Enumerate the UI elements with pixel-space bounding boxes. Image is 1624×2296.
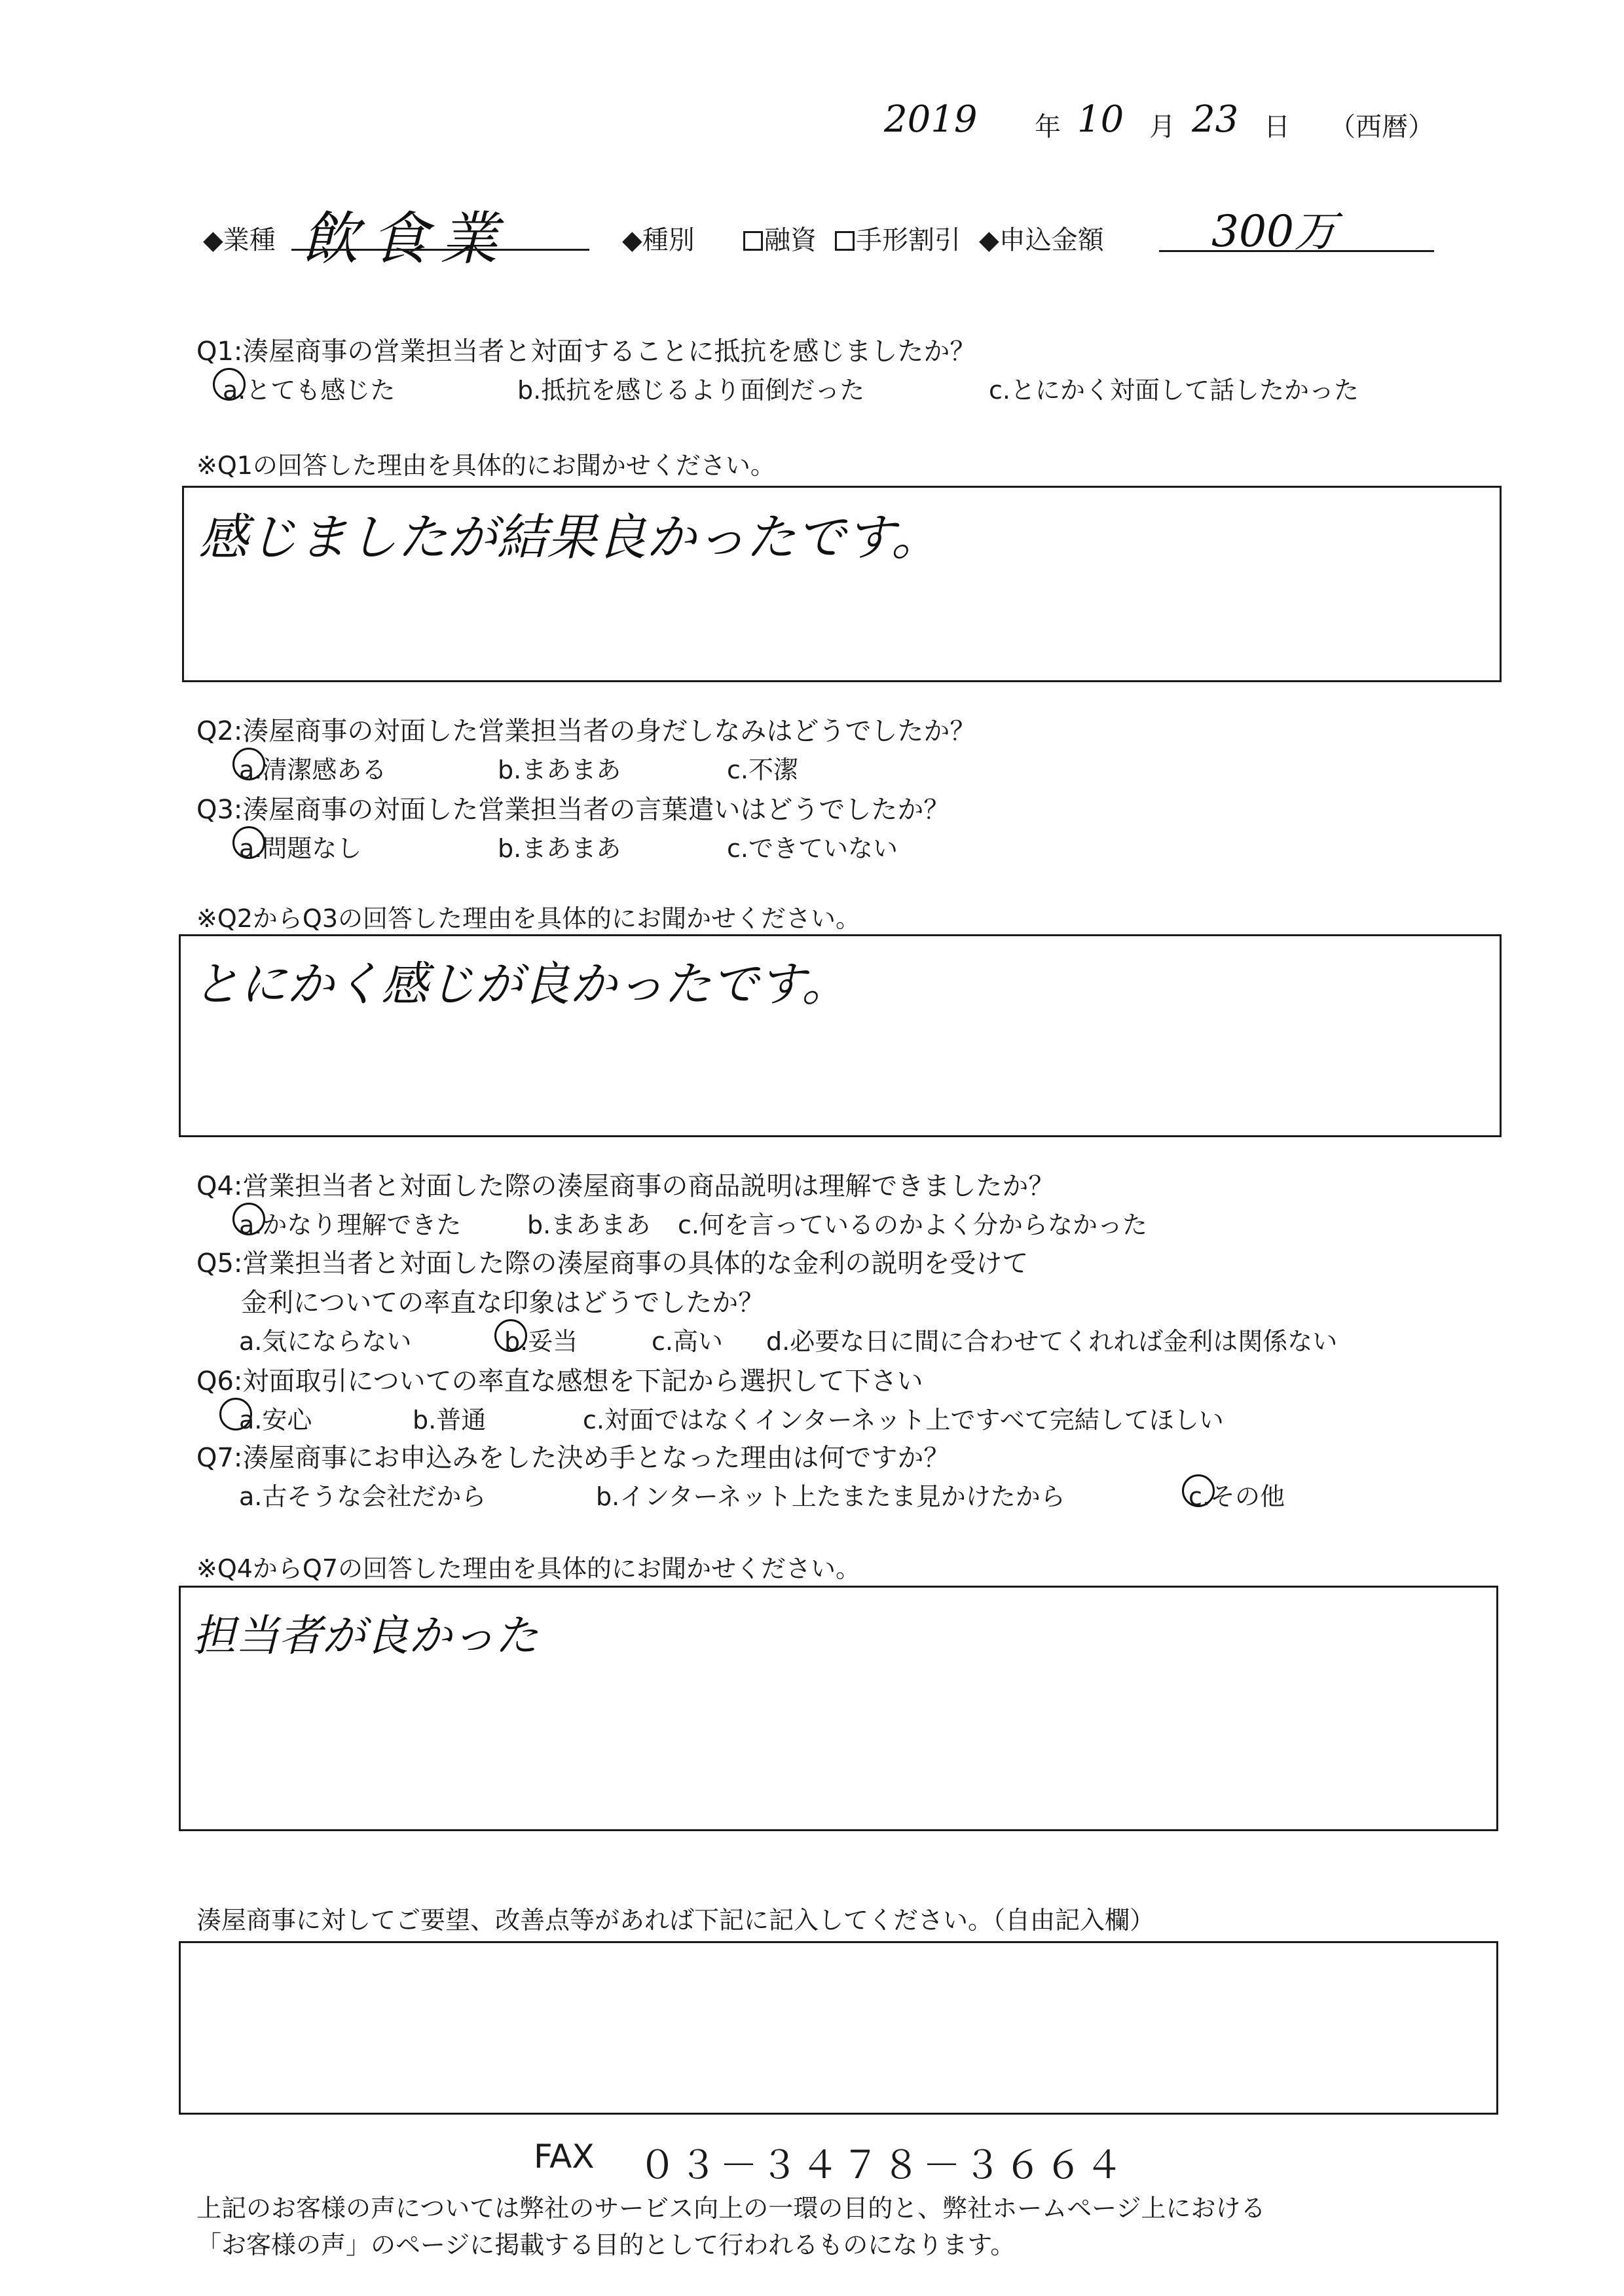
industry-value[interactable]: 飲食業	[301, 205, 510, 272]
type-option-loan[interactable]	[743, 219, 817, 257]
q2-option-b[interactable]: b.まあまあ	[498, 756, 621, 784]
loan-label: 融資	[764, 225, 817, 255]
date-year-unit: 年	[1035, 112, 1061, 142]
reason3-answer: 担当者が良かった	[193, 1611, 538, 1661]
reason2-box[interactable]	[179, 934, 1502, 1137]
q7-option-a[interactable]: a.古そうな会社だから	[239, 1482, 487, 1511]
q1-option-c[interactable]: c.とにかく対面して話したかった	[989, 376, 1359, 405]
fax-number: ０３－３４７８－３６６４	[638, 2143, 1126, 2187]
reason1-answer: 感じましたが結果良かったです。	[198, 508, 941, 566]
reason1-box[interactable]	[182, 486, 1502, 682]
free-prompt: 湊屋商事に対してご要望、改善点等があれば下記に記入してください。（自由記入欄）	[196, 1906, 1155, 1935]
date-month-value[interactable]: 10	[1077, 98, 1124, 141]
q1-option-a[interactable]: a.とても感じた	[223, 376, 396, 405]
industry-label: ◆業種	[203, 225, 276, 255]
q4-option-a[interactable]: a.かなり理解できた	[239, 1211, 462, 1239]
type-option-bill-discount[interactable]	[835, 219, 961, 257]
q4-option-b[interactable]: b.まあまあ	[527, 1211, 651, 1239]
q3-question: Q3:湊屋商事の対面した営業担当者の言葉遣いはどうでしたか？	[196, 795, 950, 825]
footer-note-line1: 上記のお客様の声については弊社のサービス向上の一環の目的と、弊社ホームページ上における	[196, 2194, 1266, 2223]
amount-label: ◆申込金額	[979, 225, 1104, 255]
q1-option-b[interactable]: b.抵抗を感じるより面倒だった	[517, 376, 865, 405]
q2-question: Q2:湊屋商事の対面した営業担当者の身だしなみはどうでしたか？	[196, 716, 976, 746]
free-box[interactable]	[179, 1941, 1498, 2115]
date-day-value[interactable]: 23	[1192, 98, 1239, 141]
reason3-box[interactable]	[179, 1586, 1498, 1831]
q6-question: Q6:対面取引についての率直な感想を下記から選択して下さい	[196, 1366, 923, 1396]
q2-option-c[interactable]: c.不潔	[727, 756, 798, 784]
bill-discount-label: 手形割引	[856, 225, 961, 255]
q2-option-a[interactable]: a.清潔感ある	[239, 756, 387, 784]
q7-option-b[interactable]: b.インターネット上たまたま見かけたから	[596, 1482, 1065, 1511]
q5-question-line2: 金利についての率直な印象はどうでしたか？	[241, 1288, 765, 1318]
reason2-answer: とにかく感じが良かったです。	[193, 957, 849, 1011]
q7-option-c[interactable]: c.その他	[1189, 1482, 1285, 1511]
reason3-prompt: ※Q4からQ7の回答した理由を具体的にお聞かせください。	[196, 1554, 861, 1583]
q7-question: Q7:湊屋商事にお申込みをした決め手となった理由は何ですか？	[196, 1443, 950, 1473]
date-day-unit: 日	[1264, 112, 1290, 142]
q3-option-a[interactable]: a.問題なし	[239, 834, 362, 863]
date-month-unit: 月	[1149, 112, 1175, 142]
q5-option-d[interactable]: d.必要な日に間に合わせてくれれば金利は関係ない	[766, 1327, 1338, 1356]
q5-option-a[interactable]: a.気にならない	[239, 1327, 412, 1356]
q6-option-c[interactable]: c.対面ではなくインターネット上ですべて完結してほしい	[583, 1406, 1224, 1434]
date-year-value[interactable]: 2019	[884, 98, 978, 141]
q6-option-b[interactable]: b.普通	[413, 1406, 487, 1434]
date-era-label: （西暦）	[1329, 112, 1434, 142]
fax-label: FAX	[534, 2138, 595, 2176]
amount-value[interactable]: 300万	[1211, 206, 1337, 257]
q3-option-c[interactable]: c.できていない	[727, 834, 898, 863]
q5-option-c[interactable]: c.高い	[652, 1327, 723, 1356]
loan-checkbox[interactable]	[743, 231, 763, 251]
amount-underline	[1159, 250, 1434, 252]
bill-discount-checkbox[interactable]	[835, 231, 855, 251]
reason1-prompt: ※Q1の回答した理由を具体的にお聞かせください。	[196, 451, 775, 480]
footer-note-line2: 「お客様の声」のページに掲載する目的として行われるものになります。	[196, 2231, 1016, 2259]
type-label: ◆種別	[622, 225, 695, 255]
q5-question-line1: Q5:営業担当者と対面した際の湊屋商事の具体的な金利の説明を受けて	[196, 1248, 1029, 1279]
q4-question: Q4:営業担当者と対面した際の湊屋商事の商品説明は理解できましたか？	[196, 1171, 1055, 1201]
q6-option-a[interactable]: a.安心	[239, 1406, 312, 1434]
q5-option-b[interactable]: b.妥当	[504, 1327, 578, 1356]
q4-option-c[interactable]: c.何を言っているのかよく分からなかった	[678, 1211, 1147, 1239]
reason2-prompt: ※Q2からQ3の回答した理由を具体的にお聞かせください。	[196, 904, 861, 933]
q1-question: Q1:湊屋商事の営業担当者と対面することに抵抗を感じましたか？	[196, 337, 976, 367]
q3-option-b[interactable]: b.まあまあ	[498, 834, 621, 863]
industry-underline	[291, 249, 589, 251]
